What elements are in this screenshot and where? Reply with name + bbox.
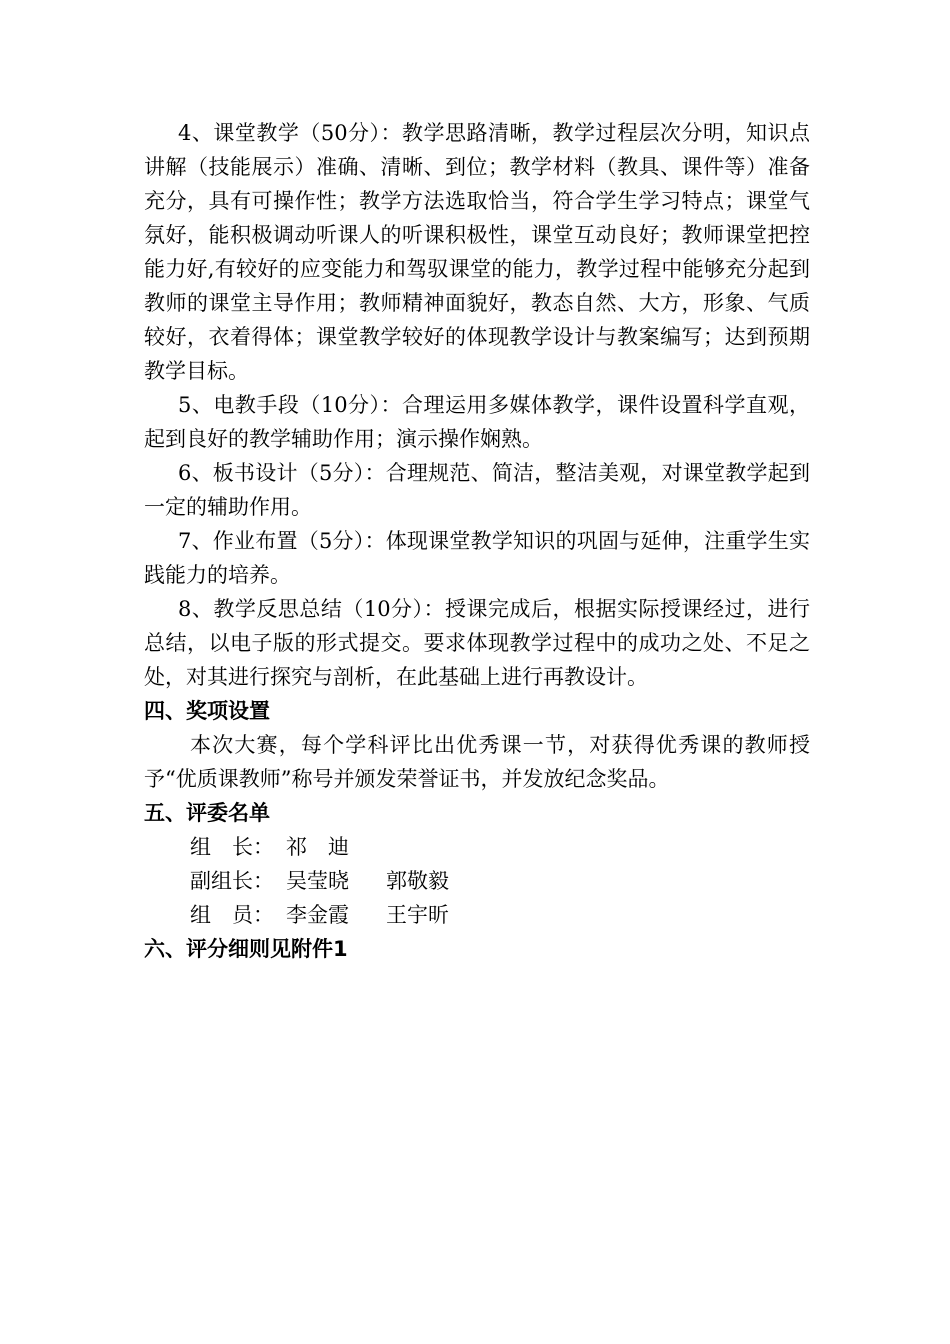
section-awards-text: 本次大赛，每个学科评比出优秀课一节，对获得优秀课的教师授予“优质课教师”称号并颁发荣誉证书，并发放纪念奖品。 [144,733,810,791]
judge-role: 副组长： [190,869,274,893]
judge-name: 王宇昕 [386,903,449,927]
section-awards-heading: 四、奖项设置 [144,699,270,723]
judge-row-leader [144,830,810,864]
document-page [144,116,810,966]
judge-name: 祁 迪 [286,835,349,859]
section-scoring-heading: 六、评分细则见附件1 [144,937,348,961]
judge-name: 李金霞 [286,903,349,927]
criteria-item-5: 5、电教手段（10分）：合理运用多媒体教学，课件设置科学直观，起到良好的教学辅助作用；演示操作娴熟。 [144,393,810,451]
judge-row-members [144,898,810,932]
judge-row-deputy [144,864,810,898]
section-judges-heading: 五、评委名单 [144,801,270,825]
judge-name: 郭敬毅 [386,869,449,893]
criteria-item-6: 6、板书设计（5分）：合理规范、简洁，整洁美观，对课堂教学起到一定的辅助作用。 [144,461,810,519]
criteria-item-8: 8、教学反思总结（10分）：授课完成后，根据实际授课经过，进行总结，以电子版的形式提交。要求体现教学过程中的成功之处、不足之处，对其进行探究与剖析，在此基础上进行再教设计。 [144,597,810,689]
criteria-item-7: 7、作业布置（5分）：体现课堂教学知识的巩固与延伸，注重学生实践能力的培养。 [144,529,810,587]
judge-name: 吴莹晓 [286,869,349,893]
judge-role: 组 员： [190,903,274,927]
judge-role: 组 长： [190,835,274,859]
criteria-item-4: 4、课堂教学（50分）：教学思路清晰，教学过程层次分明，知识点讲解（技能展示）准确、清晰、到位；教学材料（教具、课件等）准备充分，具有可操作性；教学方法选取恰当，符合学生学习特点；课堂气氛好，能积极调动听课人的听课积极性，课堂互动良好；教师课堂把控能力好,有较好的应变能力和驾驭课堂的能力，教学过程中能够充分起到教师的课堂主导作用；教师精神面貌好，教态自然、大方，形象、气质较好，衣着得体；课堂教学较好的体现教学设计与教案编写；达到预期教学目标。 [144,121,810,383]
